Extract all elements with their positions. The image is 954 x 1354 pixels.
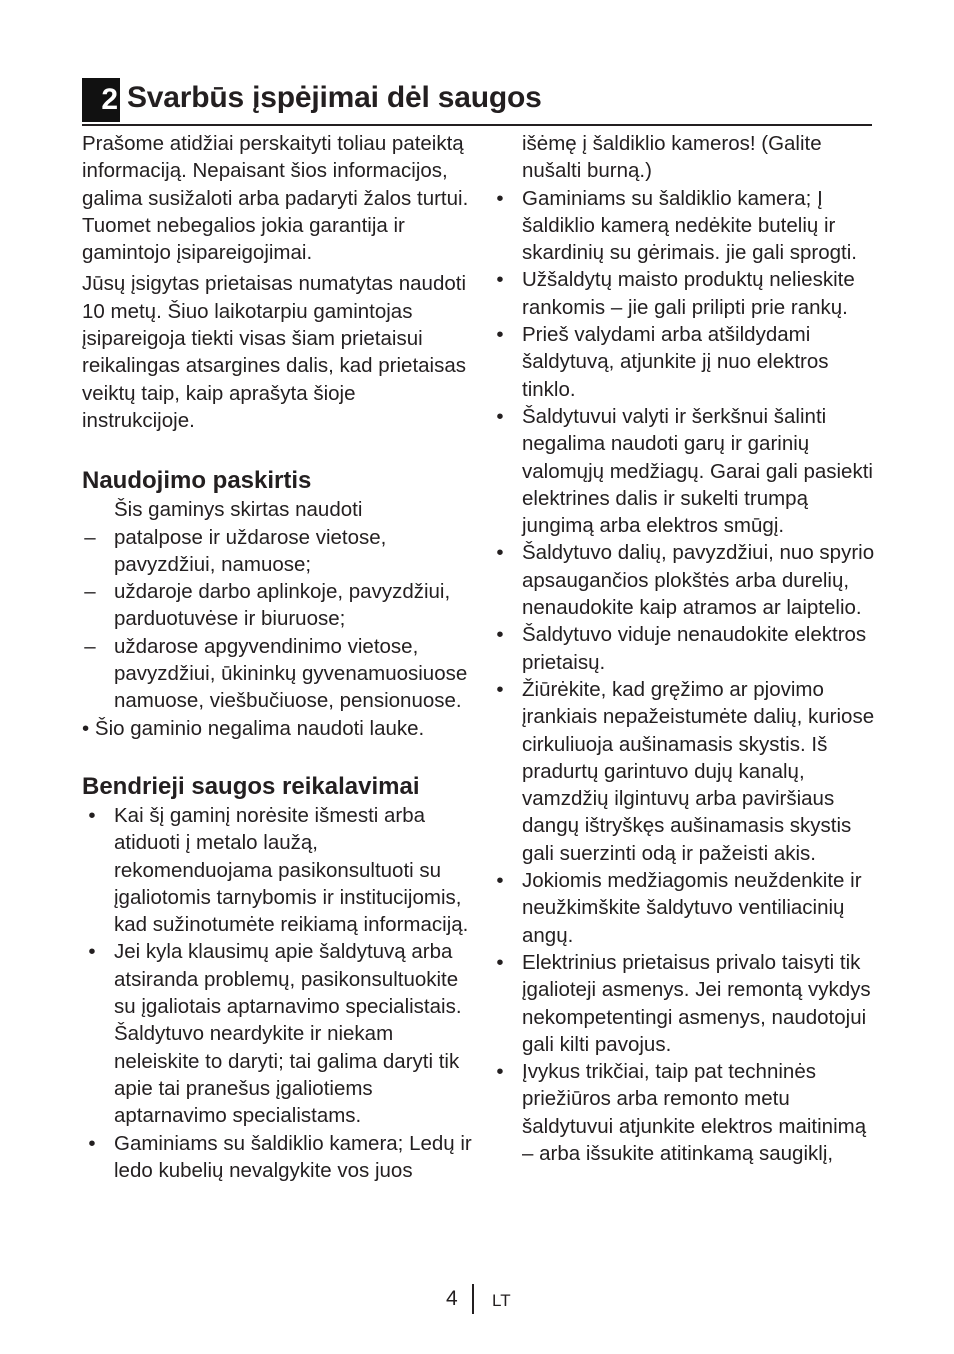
list-item — [82, 802, 472, 938]
dash-marker: – — [84, 525, 96, 549]
usage-list — [82, 524, 472, 715]
list-item-text: Šaldytuvo viduje nenaudokite elektros prietaisų. — [522, 623, 867, 674]
bullet-marker: • — [496, 677, 504, 701]
list-item — [490, 539, 875, 621]
list-item — [490, 403, 875, 539]
list-item — [82, 578, 472, 633]
bullet-marker: • — [88, 1131, 96, 1155]
list-item — [490, 621, 875, 676]
list-item — [490, 1058, 875, 1167]
right-column — [490, 130, 875, 1167]
bullet-marker: • — [496, 323, 504, 347]
bullet-marker: • — [496, 541, 504, 565]
list-item-text: Elektrinius prietaisus privalo taisyti tik įgalioteji asmenys. Jei remontą vykdys nekompetentingi asmenys, naudotojui gali kilti pavojus. — [522, 950, 871, 1056]
list-item — [82, 938, 472, 1129]
general-safety-list — [82, 802, 472, 1184]
general-safety-heading: Bendrieji saugos reikalavimai — [82, 772, 420, 800]
list-item-text: Prieš valydami arba atšildydami šaldytuvą, atjunkite jį nuo elektros tinklo. — [522, 323, 829, 401]
list-item — [82, 524, 472, 579]
page-number: 4 — [446, 1287, 458, 1310]
list-item-text: Užšaldytų maisto produktų nelieskite rankomis – jie gali prilipti prie rankų. — [522, 268, 855, 319]
bullet-marker: • — [88, 940, 96, 964]
usage-lead: Šis gaminys skirtas naudoti — [114, 498, 363, 522]
list-item-text: patalpose ir uždarose vietose, pavyzdžiui, namuose; — [114, 525, 387, 576]
outdoor-note-text: Šio gaminio negalima naudoti lauke. — [94, 716, 425, 740]
bullet-marker: • — [88, 803, 96, 827]
left-column — [82, 130, 472, 1184]
dash-marker: – — [84, 580, 96, 604]
chapter-header — [82, 78, 872, 126]
page-footer — [0, 1284, 954, 1316]
usage-heading: Naudojimo paskirtis — [82, 467, 312, 495]
language-code: LT — [492, 1291, 511, 1310]
list-item-text: Jokiomis medžiagomis neuždenkite ir neužkimškite šaldytuvo ventiliacinių angų. — [522, 869, 862, 947]
list-item-text: uždaroje darbo aplinkoje, pavyzdžiui, parduotuvėse ir biuruose; — [114, 580, 451, 631]
bullet-marker: • — [496, 268, 504, 292]
chapter-number: 2 — [82, 78, 120, 122]
right-safety-list — [490, 185, 875, 1168]
list-item-text: Gaminiams su šaldiklio kamera; Ledų ir ledo kubelių nevalgykite vos juos — [114, 1131, 472, 1182]
list-item-text: Šaldytuvui valyti ir šerkšnui šalinti negalima naudoti garų ir garinių valomųjų medžiagų. Garai gali pasiekti elektrines dalis ir sukelti trumpą jungimą arba elektros smūgį. — [522, 404, 873, 538]
list-item-text: uždarose apgyvendinimo vietose, pavyzdžiui, ūkininkų gyvenamuosiuose namuose, viešbučiuose, pensionuose. — [114, 634, 468, 713]
list-item — [490, 949, 875, 1058]
list-item-text: Įvykus trikčiai, taip pat techninės priežiūros arba remonto metu šaldytuvui atjunkite elektros maitinimą – arba išsukite atitinkamą saugiklį, — [522, 1060, 867, 1165]
bullet-marker: • — [496, 869, 504, 893]
list-item-text: Žiūrėkite, kad gręžimo ar pjovimo įrankiais nepažeistumėte dalių, kuriose cirkuliuoja aušinamasis skystis. Iš pradurtų garintuvo dujų kanalų, vamzdžių ilgintuvų arba paviršiaus dangų ištryškęs aušinamasis skystis gali suerzinti odą ir pažeisti akis. — [522, 677, 875, 865]
continued-text: išėmę į šaldiklio kameros! (Galite nušalti burną.) — [522, 132, 822, 183]
list-item — [490, 867, 875, 949]
intro-paragraph-1: Prašome atidžiai perskaityti toliau pateiktą informaciją. Nepaisant šios informacijos, galima susižaloti arba padaryti žalos turtui. Tuomet nebegalios jokia garantija ir gamintojo įsipareigojimai. — [82, 132, 469, 265]
list-item — [490, 266, 875, 321]
dash-marker: – — [84, 634, 96, 658]
list-item-text: Gaminiams su šaldiklio kamera; Į šaldiklio kamerą nedėkite butelių ir skardinių su gėrimais. jie gali sprogti. — [522, 186, 857, 265]
list-item-text: Šaldytuvo dalių, pavyzdžiui, nuo spyrio apsaugančios plokštės arba durelių, nenaudokite kaip atramos ar laiptelio. — [522, 541, 875, 620]
outdoor-note — [82, 715, 472, 742]
bullet-marker: • — [496, 950, 504, 974]
chapter-title: Svarbūs įspėjimai dėl saugos — [127, 81, 542, 114]
list-item — [82, 1130, 472, 1185]
bullet-marker: • — [496, 186, 504, 210]
bullet-marker: • — [496, 623, 504, 647]
bullet-marker: • — [496, 404, 504, 428]
bullet-marker: • — [496, 1060, 504, 1084]
list-item — [490, 321, 875, 403]
intro-paragraph-2: Jūsų įsigytas prietaisas numatytas naudoti 10 metų. Šiuo laikotarpiu gamintojas įsipareigoja tiekti visas šiam prietaisui reikalingas atsargines dalis, kad prietaisas veiktų taip, kaip aprašyta šioje instrukcijoje. — [82, 272, 467, 432]
bullet-marker: • — [82, 716, 90, 740]
list-item — [490, 185, 875, 267]
list-item — [490, 676, 875, 867]
list-item — [82, 633, 472, 715]
footer-divider — [472, 1284, 474, 1314]
list-item-text: Jei kyla klausimų apie šaldytuvą arba atsiranda problemų, pasikonsultuokite su įgaliotais aptarnavimo specialistais. Šaldytuvo neardykite ir niekam neleiskite to daryti; tai galima daryti tik apie tai pranešus įgaliotiems aptarnavimo specialistams. — [114, 940, 462, 1128]
list-item-text: Kai šį gaminį norėsite išmesti arba atiduoti į metalo laužą, rekomenduojama pasikonsultuoti su įgaliotomis tarnybomis ir institucijomis, kad sužinotumėte reikiamą informaciją. — [114, 803, 469, 937]
